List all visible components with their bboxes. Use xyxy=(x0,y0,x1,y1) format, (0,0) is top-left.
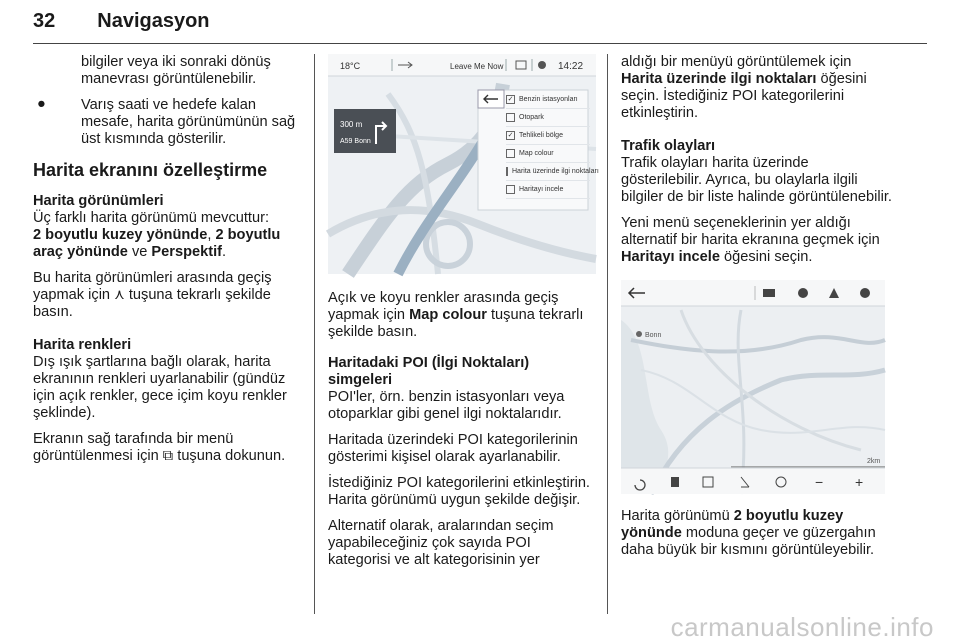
paragraph-colors-1: Dış ışık şartlarına bağlı olarak, harita ekranının renkleri uyarlanabilir (gündüz için açık renkler, gece içim koyu renkler şeklinde). xyxy=(33,354,287,421)
poimenu-text-2: öğesini seçin. İstediğiniz POI kategorilerini etkinleştirin. xyxy=(621,71,867,121)
paragraph-traffic-2 xyxy=(621,215,893,266)
bullet-dot: ● xyxy=(37,96,46,112)
paragraph-poi-menu xyxy=(621,54,893,122)
subheading-map-views: Harita görünümleri xyxy=(33,193,164,209)
column-divider-2 xyxy=(607,54,608,614)
temperature: 18°C xyxy=(340,61,361,71)
subheading-map-colors: Harita renkleri xyxy=(33,337,132,353)
checkbox-checked-icon[interactable]: ✓ xyxy=(507,132,514,139)
paragraph-poi-3: İstediğiniz POI kategorilerini etkinleştirin. Harita görünümü uygun şekilde değişir. xyxy=(328,475,590,508)
poi-menu-item[interactable] xyxy=(506,163,599,181)
route-label: Leave Me Now xyxy=(450,62,504,71)
poi-menu-label: Benzin istasyonları xyxy=(519,96,578,103)
paragraph-traffic-1: Trafik olayları harita üzerinde gösterilebilir. Ayrıca, bu olaylarla ilgili bilgiler de bir liste halinde görüntülenebilir. xyxy=(621,155,892,205)
poi-menu-item[interactable] xyxy=(506,145,590,163)
end-period: . xyxy=(222,244,227,260)
fuel-icon[interactable] xyxy=(671,477,679,487)
views-intro: Üç farklı harita görünümü mevcuttur: xyxy=(33,210,270,226)
bullet-item xyxy=(33,97,299,148)
checkbox-icon[interactable] xyxy=(506,185,515,194)
screenshot-poi-menu xyxy=(328,54,599,274)
traffic-text-1: Yeni menü seçeneklerinin yer aldığı alternatif bir harita ekranına geçmek için xyxy=(621,215,880,248)
paragraph-poi-2: Haritada üzerindeki POI kategorilerinin gösterimi kişisel olarak ayarlanabilir. xyxy=(328,432,578,465)
paragraph-views-1 xyxy=(33,210,299,261)
checkbox-checked-icon[interactable]: ✓ xyxy=(507,96,514,103)
column-divider-1 xyxy=(314,54,315,614)
poi-menu xyxy=(506,91,599,199)
section-title: Navigasyon xyxy=(97,10,210,32)
view-option-1: 2 boyutlu kuzey yönünde xyxy=(33,227,208,243)
poi-menu-item[interactable] xyxy=(506,181,590,199)
scale-label: 2km xyxy=(867,458,881,465)
paragraph-views-2: Bu harita görünümleri arasında geçiş yapmak için ⋏ tuşuna tekrarlı şekilde basın. xyxy=(33,270,272,320)
page-number: 32 xyxy=(33,10,56,32)
watermark: carmanualsonline.info xyxy=(670,612,934,642)
poi-menu-label: Otopark xyxy=(519,114,544,121)
poi-menu-label: Map colour xyxy=(519,150,554,157)
list-icon[interactable] xyxy=(763,289,775,297)
poi-menu-label: Haritayı incele xyxy=(519,186,564,193)
mapcolour-text-2: tuşuna tekrarlı şekilde basın. xyxy=(328,307,584,340)
turn-road: A59 Bonn xyxy=(340,138,371,145)
paragraph-poi-4: Alternatif olarak, aralarından seçim yapabileceğiniz çok sayıda POI kategorisi ve alt kategorisinin yer xyxy=(328,518,554,568)
bullet-text: Varış saati ve hedefe kalan mesafe, harita görünümünün sağ üst kısmında gösterilir. xyxy=(81,97,296,147)
mapcolour-term: Map colour xyxy=(409,307,487,323)
poi-menu-item[interactable] xyxy=(506,91,590,109)
header-rule xyxy=(33,43,927,44)
column-middle xyxy=(328,54,599,578)
section-heading: Harita ekranını özelleştirme xyxy=(33,160,268,180)
checkbox-icon[interactable] xyxy=(506,167,508,176)
turn-panel xyxy=(334,109,396,153)
view-option-2: 2 boyutlu araç yönünde xyxy=(33,227,281,260)
poimenu-text-1: aldığı bir menüyü görüntülemek için xyxy=(621,54,852,70)
map-screen-2 xyxy=(621,280,885,494)
paragraph-colors-2: Ekranın sağ tarafında bir menü görüntülenmesi için ⧉ tuşuna dokunun. xyxy=(33,431,286,464)
paragraph-map-colour xyxy=(328,290,596,341)
poimenu-term: Harita üzerinde ilgi noktaları xyxy=(621,71,817,87)
paragraph-north-up xyxy=(621,508,893,559)
zoom-out-button[interactable]: − xyxy=(815,474,824,490)
zoom-in-button[interactable]: + xyxy=(855,474,864,490)
continued-text: bilgiler veya iki sonraki dönüş manevrası görüntülenebilir. xyxy=(81,54,271,87)
screenshot-north-up-map xyxy=(621,280,885,494)
poi-menu-label: Tehlikeli bölge xyxy=(519,132,563,139)
sep-1: , xyxy=(207,227,216,243)
traffic-text-2: öğesini seçin. xyxy=(719,249,813,265)
sep-2: ve xyxy=(127,244,152,260)
gear-icon[interactable] xyxy=(538,61,546,69)
poi-icon[interactable] xyxy=(798,288,808,298)
checkbox-icon[interactable] xyxy=(506,113,515,122)
northup-text-1: Harita görünümü xyxy=(621,508,734,524)
page-header xyxy=(33,10,210,33)
settings-icon[interactable] xyxy=(860,288,870,298)
paragraph-poi-1: POI'ler, örn. benzin istasyonları veya otoparklar gibi genel ilgi noktalarıdır. xyxy=(328,389,565,422)
mapcolour-text-1: Açık ve koyu renkler arasında geçiş yapmak için xyxy=(328,290,559,323)
column-left xyxy=(33,54,299,474)
traffic-term: Haritayı incele xyxy=(621,249,720,265)
northup-text-2: moduna geçer ve güzergahın daha büyük bir kısmını görüntüleyebilir. xyxy=(621,525,876,558)
poi-menu-label: Harita üzerinde ilgi noktaları xyxy=(512,168,599,175)
poi-menu-item[interactable] xyxy=(506,109,590,127)
northup-term: 2 boyutlu kuzey yönünde xyxy=(621,508,844,541)
checkbox-icon[interactable] xyxy=(506,149,515,158)
subheading-traffic: Trafik olayları xyxy=(621,138,716,154)
poi-menu-item[interactable] xyxy=(506,127,590,145)
subheading-poi: Haritadaki POI (İlgi Noktaları) simgeleri xyxy=(328,355,530,388)
column-right xyxy=(621,54,893,568)
clock: 14:22 xyxy=(558,61,584,72)
turn-distance: 300 m xyxy=(340,120,363,129)
view-option-3: Perspektif xyxy=(151,244,222,260)
city-label: Bonn xyxy=(645,332,662,339)
